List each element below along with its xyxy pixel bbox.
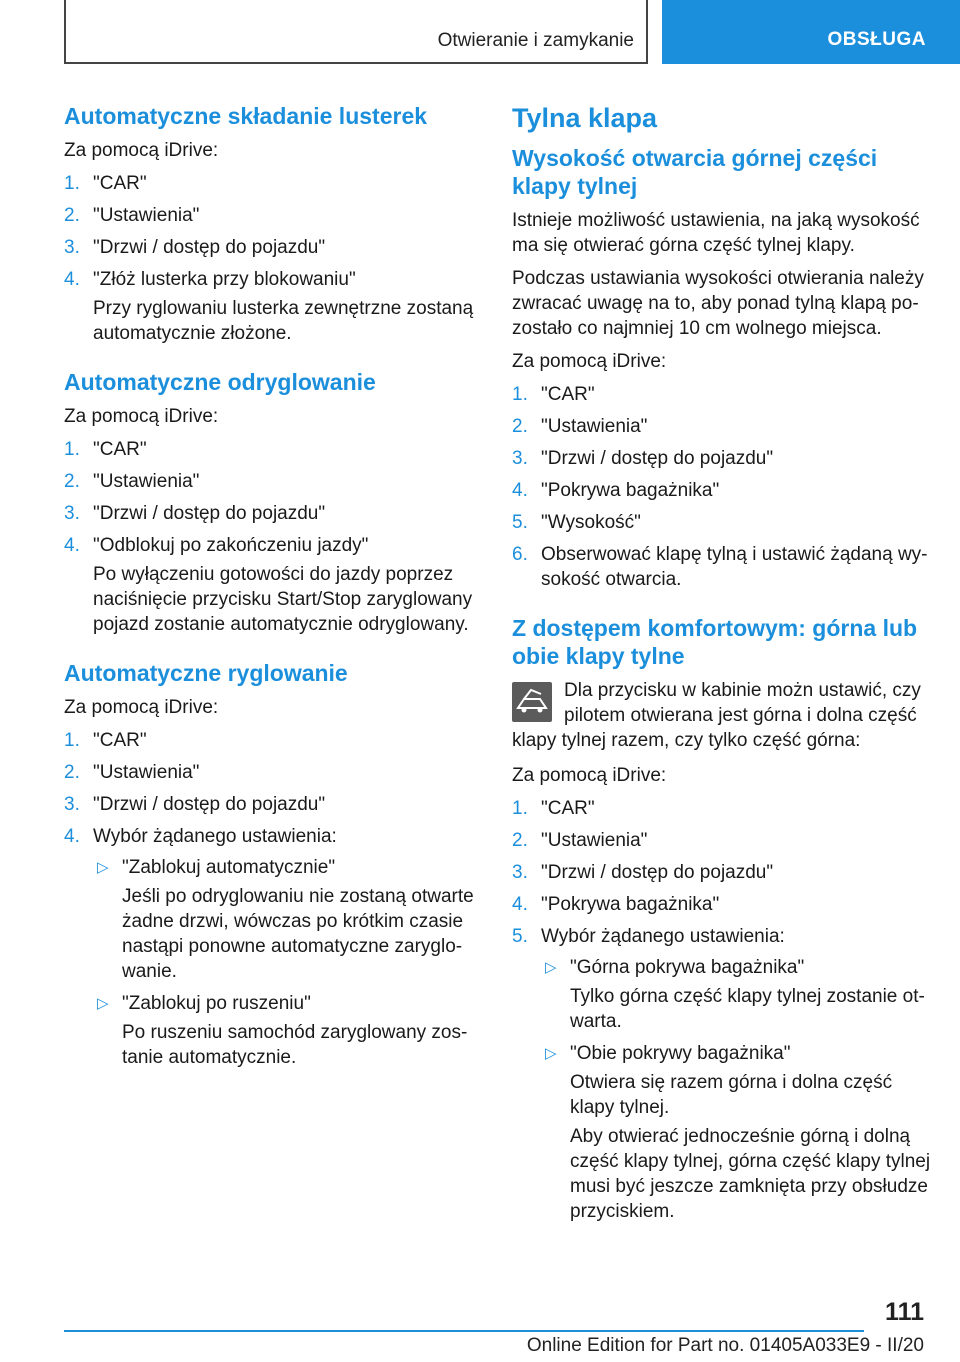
icon-paragraph <box>512 678 932 753</box>
step-text: "Wysokość" <box>541 512 641 533</box>
header-box <box>64 0 648 64</box>
option-note: Otwiera się razem górna i dolna część klapy tylnej. <box>570 1072 893 1118</box>
step-number: 3. <box>512 862 528 883</box>
step-item <box>512 414 932 439</box>
option-text: "Górna pokrywa bagażnika" <box>570 957 805 978</box>
step-number: 4. <box>64 535 80 556</box>
step-text: "Ustawienia" <box>93 471 200 492</box>
step-text: "CAR" <box>93 730 147 751</box>
right-column <box>512 102 932 1246</box>
step-number: 1. <box>64 439 80 460</box>
step-text: Wybór żądanego ustawienia: <box>541 926 785 947</box>
step-number: 5. <box>512 926 528 947</box>
step-number: 1. <box>64 173 80 194</box>
intro-text: Za pomocą iDrive: <box>512 765 667 786</box>
step-number: 4. <box>512 894 528 915</box>
paragraph: Istnieje możliwość ustawienia, na jaką wysokość ma się otwierać górna część tylnej klapy. <box>512 210 920 256</box>
step-item <box>512 924 932 1224</box>
option-item <box>541 955 932 1034</box>
step-text: "Odblokuj po zakończeniu jazdy" <box>93 535 369 556</box>
step-number: 2. <box>64 471 80 492</box>
step-item <box>64 533 480 637</box>
step-text: "Drzwi / dostęp do pojazdu" <box>93 794 326 815</box>
step-item <box>512 510 932 535</box>
footer-divider <box>64 1330 864 1332</box>
tailgate-icon-graphic <box>515 687 549 717</box>
step-item <box>512 446 932 471</box>
step-text: "Pokrywa bagażnika" <box>541 894 720 915</box>
header-section-title: Otwieranie i zamykanie <box>437 30 634 51</box>
step-number: 1. <box>512 798 528 819</box>
step-item <box>64 171 480 196</box>
step-item <box>64 469 480 494</box>
step-number: 2. <box>512 830 528 851</box>
step-text: Obserwować klapę tylną i ustawić żądaną wy-sokość otwarcia. <box>541 544 928 590</box>
step-item <box>64 501 480 526</box>
step-list <box>64 437 480 637</box>
step-text: Wybór żądanego ustawienia: <box>93 826 337 847</box>
step-text: "Drzwi / dostęp do pojazdu" <box>541 862 774 883</box>
step-number: 3. <box>64 503 80 524</box>
step-text: "Drzwi / dostęp do pojazdu" <box>93 503 326 524</box>
header-chapter-tab <box>662 0 960 64</box>
step-number: 3. <box>64 237 80 258</box>
step-list <box>512 796 932 1224</box>
intro-text: Za pomocą iDrive: <box>512 351 667 372</box>
footer-edition: Online Edition for Part no. 01405A033E9 - II/20 <box>526 1335 924 1356</box>
section-mirror-folding <box>64 102 480 346</box>
step-item <box>512 796 932 821</box>
step-text: "Ustawienia" <box>93 762 200 783</box>
step-text: "Drzwi / dostęp do pojazdu" <box>541 448 774 469</box>
option-item <box>93 855 480 984</box>
step-item <box>64 437 480 462</box>
step-text: "Ustawienia" <box>541 416 648 437</box>
left-column <box>64 102 480 1092</box>
step-number: 3. <box>64 794 80 815</box>
step-number: 4. <box>64 826 80 847</box>
step-number: 4. <box>64 269 80 290</box>
step-text: "Złóż lusterka przy blokowaniu" <box>93 269 356 290</box>
section-title: Z dostępem komfortowym: górna lub obie klapy tylne <box>512 615 918 669</box>
step-item <box>512 382 932 407</box>
step-item <box>512 478 932 503</box>
step-list <box>512 382 932 592</box>
option-note: Aby otwierać jednocześnie górną i dolną część klapy tylnej, górna część klapy tylnej musi być jeszcze zamknięta przy obsłudze przyciskiem. <box>570 1126 931 1222</box>
step-number: 1. <box>512 384 528 405</box>
step-number: 1. <box>64 730 80 751</box>
intro-text: Za pomocą iDrive: <box>64 697 219 718</box>
section-auto-unlock <box>64 368 480 637</box>
step-number: 5. <box>512 512 528 533</box>
option-note: Tylko górna część klapy tylnej zostanie ot-warta. <box>570 986 925 1032</box>
section-opening-height <box>512 144 932 592</box>
tailgate-icon <box>512 682 552 722</box>
icon-paragraph-text: Dla przycisku w kabinie możn ustawić, czy pilotem otwierana jest górna i dolna część klapy tylnej razem, czy tylko część górna: <box>512 680 921 751</box>
step-number: 4. <box>512 480 528 501</box>
step-number: 6. <box>512 544 528 565</box>
step-item <box>64 728 480 753</box>
step-number: 2. <box>64 205 80 226</box>
step-text: "Ustawienia" <box>93 205 200 226</box>
triangle-bullet-icon: ▷ <box>545 1045 557 1062</box>
option-list <box>93 855 480 1070</box>
step-text: "CAR" <box>541 384 595 405</box>
section-auto-lock <box>64 659 480 1070</box>
option-note: Po ruszeniu samochód zaryglowany zos-tanie automatycznie. <box>122 1022 468 1068</box>
option-text: "Zablokuj po ruszeniu" <box>122 993 311 1014</box>
header-tab-label: OBSŁUGA <box>827 29 926 50</box>
step-number: 2. <box>512 416 528 437</box>
option-text: "Zablokuj automatycznie" <box>122 857 336 878</box>
step-text: "Drzwi / dostęp do pojazdu" <box>93 237 326 258</box>
section-title: Automatyczne odryglowanie <box>64 369 376 395</box>
section-comfort-access <box>512 614 932 1224</box>
step-number: 3. <box>512 448 528 469</box>
step-text: "CAR" <box>541 798 595 819</box>
step-item <box>64 760 480 785</box>
step-number: 2. <box>64 762 80 783</box>
step-item <box>512 828 932 853</box>
step-item <box>64 792 480 817</box>
step-text: "Pokrywa bagażnika" <box>541 480 720 501</box>
step-note: Po wyłączeniu gotowości do jazdy poprzez naciśnięcie przycisku Start/Stop zaryglowany pojazd zostanie automatycznie odryglowany. <box>93 564 473 635</box>
paragraph: Podczas ustawiania wysokości otwierania należy zwracać uwagę na to, aby ponad tylną klapą po-zostało co najmniej 10 cm wolnego miejsca. <box>512 268 924 339</box>
step-item <box>64 267 480 346</box>
triangle-bullet-icon: ▷ <box>545 959 557 976</box>
section-title: Automatyczne ryglowanie <box>64 660 348 686</box>
option-item <box>93 991 480 1070</box>
step-text: "CAR" <box>93 173 147 194</box>
page-number: 111 <box>885 1298 924 1326</box>
option-note: Jeśli po odryglowaniu nie zostaną otwarte żadne drzwi, wówczas po krótkim czasie nastąpi ponowne automatyczne zaryglo-wanie. <box>122 886 474 982</box>
step-list <box>64 728 480 1070</box>
triangle-bullet-icon: ▷ <box>97 859 109 876</box>
step-item <box>512 542 932 592</box>
section-title: Wysokość otwarcia górnej części klapy tylnej <box>512 145 878 199</box>
intro-text: Za pomocą iDrive: <box>64 140 219 161</box>
section-title: Automatyczne składanie lusterek <box>64 103 428 129</box>
step-list <box>64 171 480 346</box>
step-text: "CAR" <box>93 439 147 460</box>
step-item <box>512 860 932 885</box>
option-item <box>541 1041 932 1224</box>
step-item <box>64 824 480 1070</box>
option-list <box>541 955 932 1224</box>
step-item <box>512 892 932 917</box>
option-text: "Obie pokrywy bagażnika" <box>570 1043 791 1064</box>
step-note: Przy ryglowaniu lusterka zewnętrzne zostaną automatycznie złożone. <box>93 298 474 344</box>
step-item <box>64 235 480 260</box>
step-item <box>64 203 480 228</box>
chapter-title: Tylna klapa <box>512 103 658 133</box>
step-text: "Ustawienia" <box>541 830 648 851</box>
triangle-bullet-icon: ▷ <box>97 995 109 1012</box>
intro-text: Za pomocą iDrive: <box>64 406 219 427</box>
